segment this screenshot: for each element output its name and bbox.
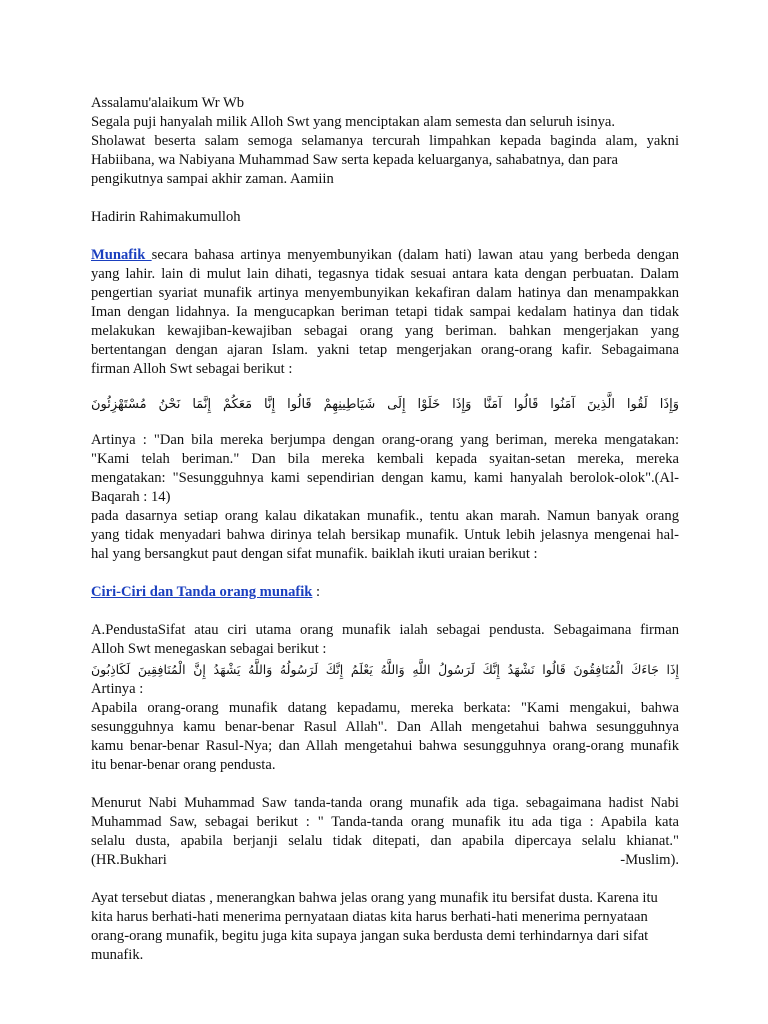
intro-line: Sholawat beserta salam semoga selamanya tercurah limpahkan kepada baginda alam, yakni	[91, 133, 679, 149]
translation-line: "Kami telah beriman." Dan bila mereka kembali kepada syaitan-setan mereka, mereka	[91, 451, 679, 467]
munafik-definition-text: secara bahasa artinya menyembunyikan (dalam hati) lawan atau yang berbeda dengan	[151, 247, 680, 263]
paragraph-line: Menurut Nabi Muhammad Saw tanda-tanda orang munafik ada tiga. sebagaimana hadist Nabi	[91, 795, 679, 811]
paragraph-line: Iman dengan lidahnya. Ia mengucapkan beriman tetapi tidak sampai kedalam hatinya dan tidak	[91, 304, 679, 320]
paragraph-line: hal yang bersangkut paut dengan sifat munafik. baiklah ikuti uraian berikut :	[91, 546, 538, 562]
paragraph-line: Alloh Swt menegaskan sebagai berikut :	[91, 641, 327, 657]
paragraph-line: yang tidak menyadari bahwa dirinya telah bersikap munafik. Untuk lebih jelasnya mengenai hal-	[91, 527, 679, 543]
intro-line: pengikutnya sampai akhir zaman. Aamiin	[91, 171, 334, 187]
paragraph-line: kita harus berhati-hati menerima pernyataan diatas kita harus berhati-hati menerima pernyataan	[91, 909, 648, 925]
hadith-source-left: (HR.Bukhari	[91, 852, 167, 868]
ciri-ciri-link[interactable]: Ciri-Ciri dan Tanda orang munafik	[91, 584, 313, 600]
translation-line: sesungguhnya kamu benar-benar Rasul Allah". Dan Allah mengetahui bahwa sesungguhnya	[91, 719, 679, 735]
section-heading	[91, 583, 679, 602]
translation-line: Apabila orang-orang munafik datang kepadamu, mereka berkata: "Kami mengakui, bahwa	[91, 700, 679, 716]
paragraph-line: munafik.	[91, 947, 144, 963]
audience-salutation: Hadirin Rahimakumulloh	[91, 209, 241, 225]
translation-line: kamu benar-benar Rasul-Nya; dan Allah mengetahui bahwa sesungguhnya orang-orang munafik	[91, 738, 679, 754]
document-page	[91, 94, 679, 965]
hadith-source	[91, 851, 679, 870]
paragraph-line: selalu dusta, apabila berjanji selalu tidak ditepati, dan apabila dipercaya selalu khianat."	[91, 833, 679, 849]
hadith-source-right: -Muslim).	[620, 852, 679, 868]
translation-line: itu benar-benar orang pendusta.	[91, 757, 276, 773]
paragraph-line: A.PendustaSifat atau ciri utama orang munafik ialah sebagai pendusta. Sebagaimana firman	[91, 622, 679, 638]
paragraph-line: pengertian syariat munafik artinya menyembunyikan kekafiran dalam hatinya dan menampakkan	[91, 285, 679, 301]
paragraph-line: yang lahir. lain di mulut lain dihati, tegasnya tidak sesuai antara kata dengan perbuatan. Dalam	[91, 266, 679, 282]
paragraph-line: Ayat tersebut diatas , menerangkan bahwa jelas orang yang munafik itu bersifat dusta. Karena itu	[91, 890, 658, 906]
translation-label: Artinya :	[91, 681, 144, 697]
paragraph-line: bertentangan dengan ajaran Islam. yakni tetap mengerjakan orang-orang kafir. Sebagaimana	[91, 342, 679, 358]
paragraph-line: firman Alloh Swt sebagai berikut :	[91, 361, 293, 377]
paragraph-line: orang-orang munafik, begitu juga kita supaya jangan suka berdusta demi terhindarnya dari sifat	[91, 928, 649, 944]
translation-line: Baqarah : 14)	[91, 489, 171, 505]
intro-line: Segala puji hanyalah milik Alloh Swt yang menciptakan alam semesta dan seluruh isinya.	[91, 114, 616, 130]
quran-verse-arabic: وَإِذَا لَقُوا الَّذِينَ آمَنُوا قَالُوا آمَنَّا وَإِذَا خَلَوْا إِلَى شَيَاطِينِهِمْ قَالُوا إِنَّا مَعَكُمْ إِنَّمَا نَحْنُ مُسْتَهْزِئُونَ	[91, 397, 679, 412]
intro-line: Habiibana, wa Nabiyana Muhammad Saw serta kepada keluarganya, sahabatnya, dan para	[91, 152, 618, 168]
translation-line: Artinya : "Dan bila mereka berjumpa dengan orang-orang yang beriman, mereka mengatakan:	[91, 432, 679, 448]
section-heading-suffix: :	[312, 584, 321, 600]
munafik-link[interactable]: Munafik	[91, 247, 152, 263]
translation-line: mengatakan: "Sesungguhnya kami sependirian dengan kamu, kami hanyalah berolok-olok".(Al-	[91, 470, 679, 486]
paragraph-line: Muhammad Saw, sebagai berikut : " Tanda-tanda orang munafik itu ada tiga : Apabila kata	[91, 814, 679, 830]
quran-verse-arabic: إِذَا جَاءَكَ الْمُنَافِقُونَ قَالُوا نَشْهَدُ إِنَّكَ لَرَسُولُ اللَّهِ وَاللَّهُ يَعْلَمُ إِنَّكَ لَرَسُولُهُ وَاللَّهُ يَشْهَدُ إِنَّ الْمُنَافِقِينَ لَكَاذِبُونَ	[91, 662, 679, 677]
munafik-definition-first-line	[91, 246, 679, 265]
paragraph-line: melakukan kewajiban-kewajiban sebagai orang yang beriman. bahkan mengerjakan yang	[91, 323, 679, 339]
greeting: Assalamu'alaikum Wr Wb	[91, 95, 245, 111]
paragraph-line: pada dasarnya setiap orang kalau dikatakan munafik., tentu akan marah. Namun banyak orang	[91, 508, 679, 524]
